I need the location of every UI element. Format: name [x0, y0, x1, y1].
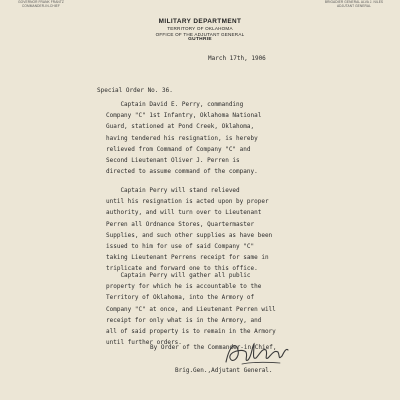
city-name: GUTHRIE — [188, 37, 212, 43]
text-line: authority, and will turn over to Lieutenant — [106, 209, 262, 217]
text-line: Second Lieutenant Oliver J. Perren is — [106, 157, 240, 165]
paragraph-public-property — [106, 270, 366, 348]
letterhead-right-corner — [314, 0, 394, 9]
territory-name: TERRITORY OF OKLAHOMA — [167, 26, 233, 31]
text-line: Company "C" at once, and Lieutenant Perren will — [106, 305, 276, 313]
text-line: property for which he is accountable to the — [106, 283, 262, 291]
paragraph-relief-of-command — [106, 99, 366, 177]
signature-title: Brig.Gen.,Adjutant General. — [175, 367, 273, 374]
text-line: issued to him for use of said Company "C" — [106, 243, 255, 251]
letterhead — [120, 18, 280, 43]
department-name: MILITARY DEPARTMENT — [158, 18, 242, 25]
text-line: until further orders. — [106, 339, 182, 347]
text-line: all of said property is to remain in the Armory — [106, 328, 276, 336]
letter-date: March 17th, 1906 — [208, 55, 266, 62]
text-line: Company "C" 1st Infantry, Oklahoma National — [106, 112, 262, 120]
governor-title: COMMANDER-IN-CHIEF — [22, 4, 60, 9]
handwritten-signature — [222, 338, 292, 368]
text-line: taking Lieutenant Perrens receipt for same in — [106, 254, 269, 262]
text-line: relieved from Command of Company "C" and — [106, 145, 251, 153]
text-line: Territory of Oklahoma, into the Armory of — [106, 294, 255, 302]
office-name: OFFICE OF THE ADJUTANT GENERAL — [155, 31, 245, 37]
order-number: Special Order No. 36. — [97, 87, 173, 94]
text-line: directed to assume command of the company. — [106, 168, 258, 176]
text-line: Captain Perry will gather all public — [106, 272, 251, 279]
text-line: Supplies, and such other supplies as have been — [106, 231, 273, 239]
governor-name: GOVERNOR FRANK FRANTZ — [18, 0, 64, 4]
closing-line: By Order of the Commander-in-Chief, — [150, 344, 277, 351]
text-line: Perren all Ordnance Stores, Quartermaster — [106, 220, 255, 228]
text-line: having tendered his resignation, is hereby — [106, 134, 258, 142]
text-line: Captain Perry will stand relieved — [106, 187, 240, 194]
text-line: receipt for only what is in the Armory, and — [106, 316, 262, 324]
paragraph-supplies-transfer — [106, 185, 366, 275]
text-line: triplicate and forward one to this office. — [106, 265, 258, 273]
letterhead-left-corner — [6, 0, 76, 9]
text-line: until his resignation is acted upon by proper — [106, 198, 269, 206]
adjutant-title: ADJUTANT GENERAL — [336, 4, 372, 9]
adjutant-name: BRIGADIER GENERAL ALVA J. NILES — [324, 0, 384, 4]
text-line: Captain David E. Perry, commanding — [106, 101, 244, 108]
text-line: Guard, stationed at Pond Creek, Oklahoma, — [106, 123, 255, 131]
